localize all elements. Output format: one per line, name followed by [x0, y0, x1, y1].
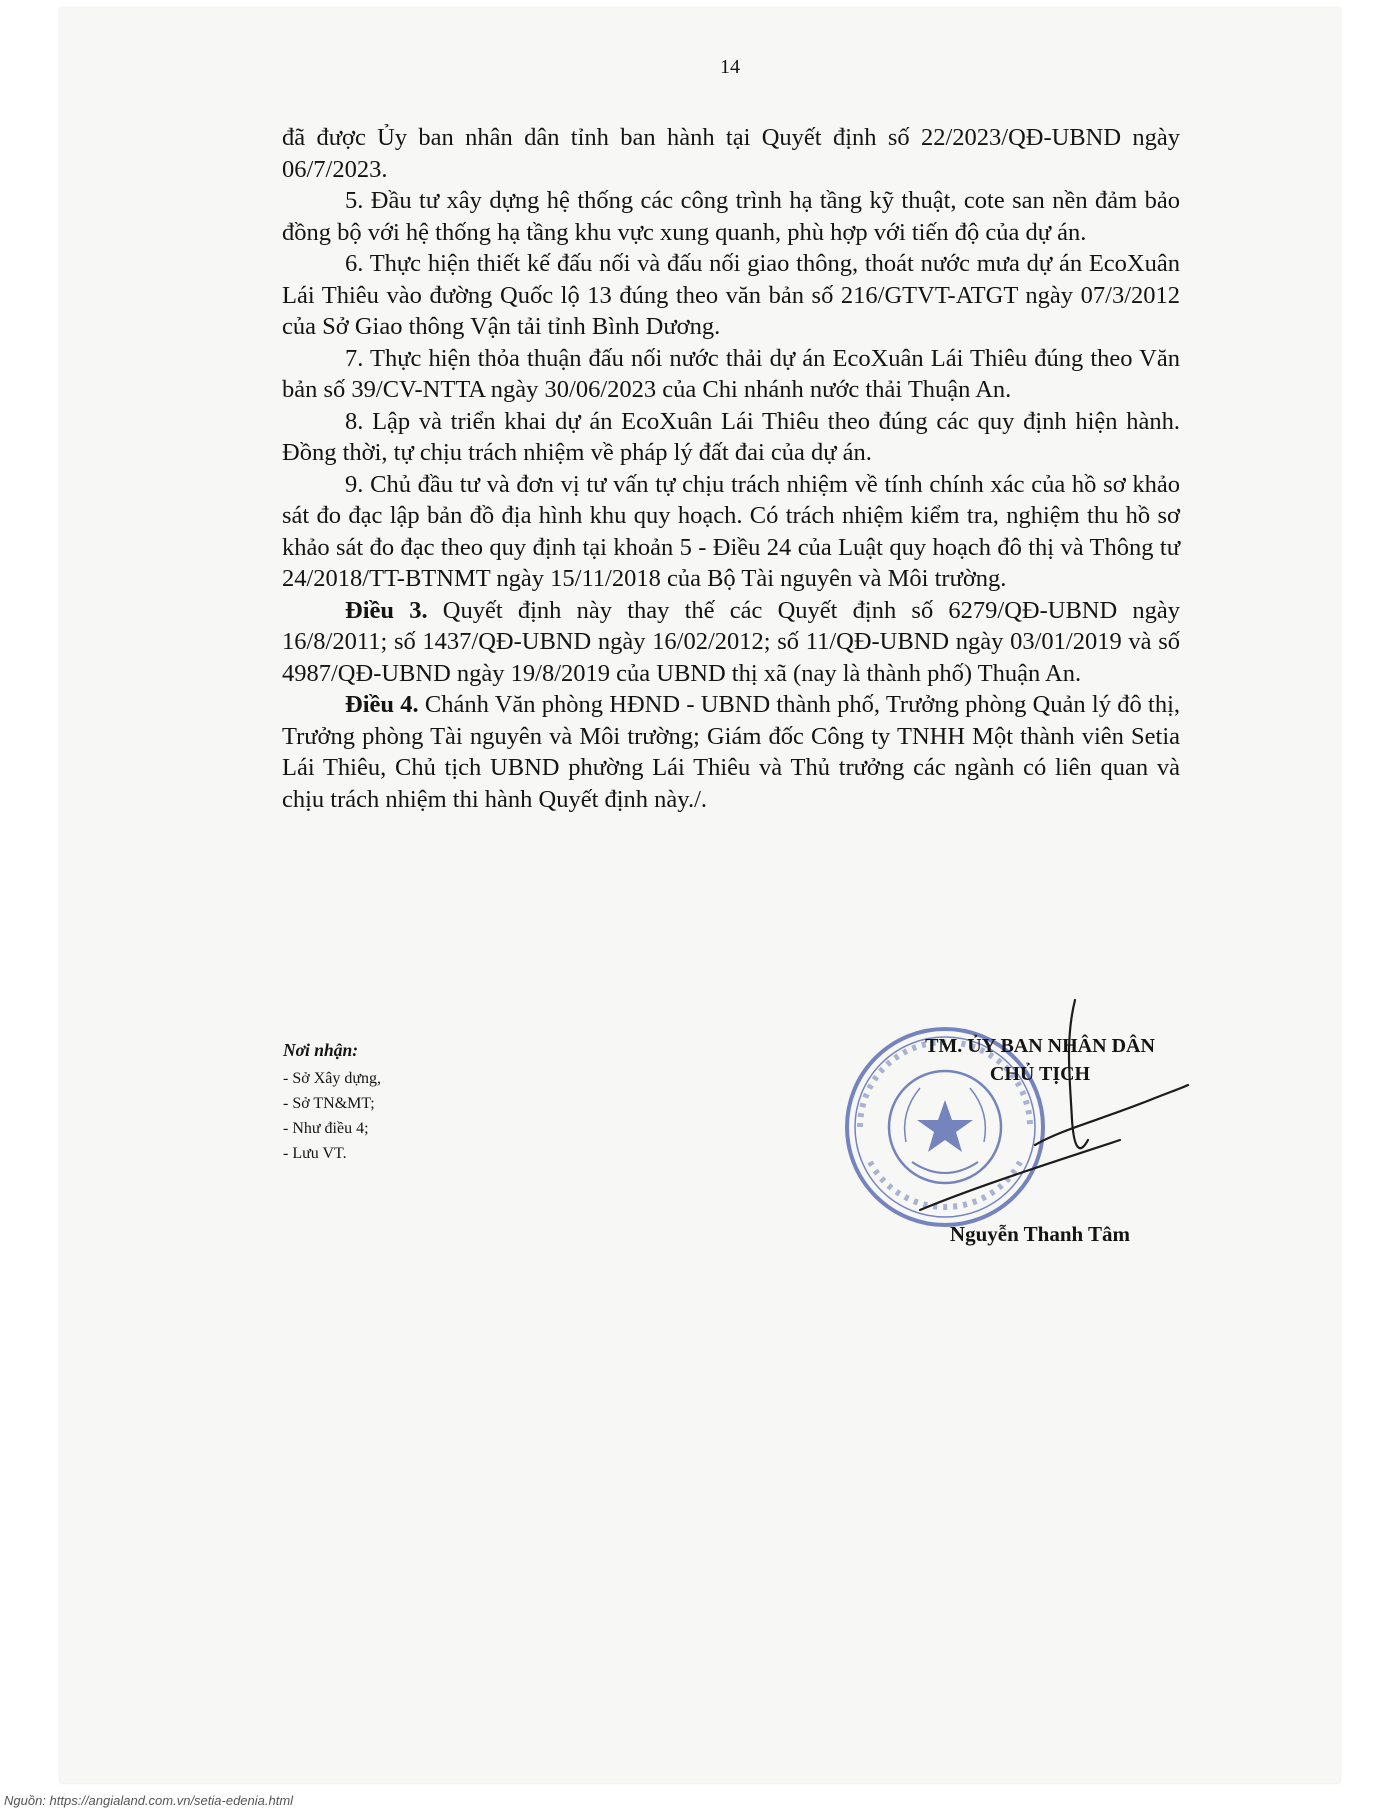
page-number: 14 [720, 56, 740, 78]
article-3-text: Quyết định này thay thế các Quyết định số 6279/QĐ-UBND ngày 16/8/2011; số 1437/QĐ-UBND ngày 16/02/2012; số 11/QĐ-UBND ngày 03/01/2019 và số 4987/QĐ-UBND ngày 19/8/2019 của UBND thị xã (nay là thành phố) Thuận An. [282, 596, 1181, 687]
article-3 [282, 595, 1180, 690]
article-4-label: Điều 4. [345, 691, 419, 718]
article-4-text: Chánh Văn phòng HĐND - UBND thành phố, Trưởng phòng Quản lý đô thị, Trưởng phòng Tài nguyên và Môi trường; Giám đốc Công ty TNHH Một thành viên Setia Lái Thiêu, Chủ tịch UBND phường Lái Thiêu và Thủ trưởng các ngành có liên quan và chịu trách nhiệm thi hành Quyết định này./. [282, 691, 1180, 813]
signature-title: CHỦ TỊCH [989, 1063, 1091, 1085]
recipients-block [283, 1038, 381, 1166]
paragraph: 5. Đầu tư xây dựng hệ thống các công trình hạ tầng kỹ thuật, cote san nền đảm bảo đồng bộ với hệ thống hạ tầng khu vực xung quanh, phù hợp với tiến độ của dự án. [282, 187, 1180, 246]
article-4 [282, 689, 1180, 815]
signature-block [880, 1032, 1200, 1088]
recipients-title: Nơi nhận: [283, 1040, 359, 1060]
article-3-label: Điều 3. [345, 596, 428, 624]
recipient-item: - Lưu VT. [283, 1145, 347, 1162]
paragraph: 9. Chủ đầu tư và đơn vị tư vấn tự chịu trách nhiệm về tính chính xác của hồ sơ khảo sát đo đạc lập bản đồ địa hình khu quy hoạch. Có trách nhiệm kiểm tra, nghiệm thu hồ sơ khảo sát đo đạc theo quy định tại khoản 5 - Điều 24 của Luật quy hoạch đô thị và Thông tư 24/2018/TT-BTNMT ngày 15/11/2018 của Bộ Tài nguyên và Môi trường. [282, 470, 1180, 592]
handwritten-signature-icon [860, 980, 1190, 1240]
recipient-item: - Sở TN&MT; [283, 1095, 375, 1112]
signer-name: Nguyễn Thanh Tâm [949, 1222, 1131, 1246]
paragraph: 6. Thực hiện thiết kế đấu nối và đấu nối giao thông, thoát nước mưa dự án EcoXuân Lái Thiêu vào đường Quốc lộ 13 đúng theo văn bản số 216/GTVT-ATGT ngày 07/3/2012 của Sở Giao thông Vận tải tỉnh Bình Dương. [282, 250, 1180, 340]
source-note: Nguồn: https://angialand.com.vn/setia-edenia.html [4, 1793, 294, 1808]
signature-org-line: TM. ỦY BAN NHÂN DÂN [925, 1035, 1155, 1057]
paragraph: 7. Thực hiện thỏa thuận đấu nối nước thải dự án EcoXuân Lái Thiêu đúng theo Văn bản số 39/CV-NTTA ngày 30/06/2023 của Chi nhánh nước thải Thuận An. [282, 344, 1180, 403]
recipient-item: - Như điều 4; [283, 1120, 369, 1137]
paragraph: đã được Ủy ban nhân dân tỉnh ban hành tại Quyết định số 22/2023/QĐ-UBND ngày 06/7/2023. [282, 124, 1180, 183]
recipient-item: - Sở Xây dựng, [283, 1070, 382, 1087]
paragraph: 8. Lập và triển khai dự án EcoXuân Lái Thiêu theo đúng các quy định hiện hành. Đồng thời, tự chịu trách nhiệm về pháp lý đất đai của dự án. [282, 407, 1180, 466]
document-body [282, 122, 1180, 815]
